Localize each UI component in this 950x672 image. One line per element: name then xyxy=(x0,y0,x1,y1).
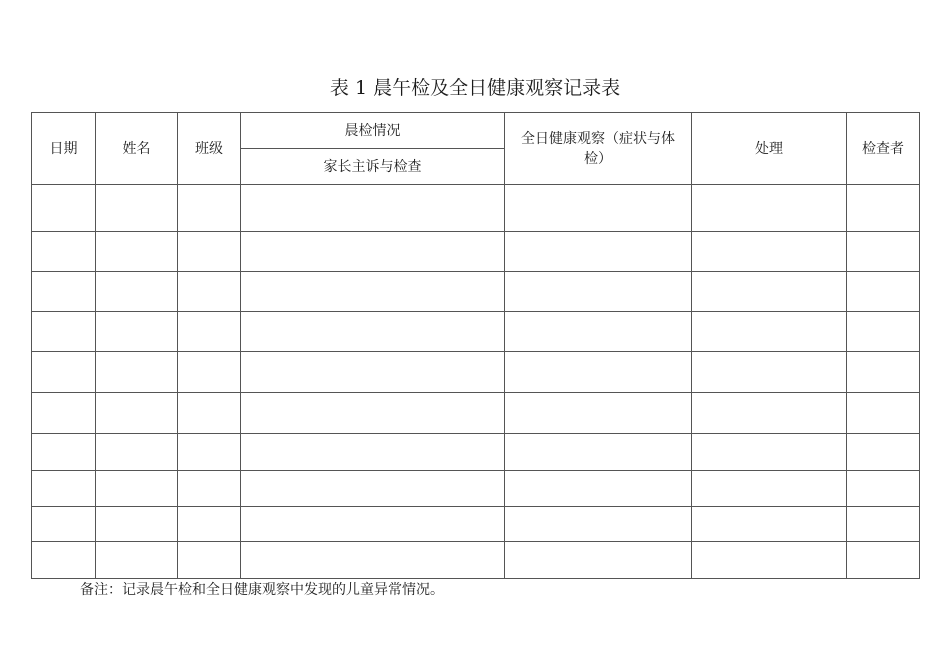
cell-handling[interactable] xyxy=(692,312,847,352)
cell-date[interactable] xyxy=(32,272,96,312)
cell-class[interactable] xyxy=(178,185,241,232)
cell-name[interactable] xyxy=(96,542,178,579)
cell-handling[interactable] xyxy=(692,232,847,272)
table-row xyxy=(32,185,920,232)
cell-all-day-observation[interactable] xyxy=(505,542,692,579)
cell-handling[interactable] xyxy=(692,542,847,579)
cell-inspector[interactable] xyxy=(847,393,920,434)
cell-parent-complaint[interactable] xyxy=(241,272,505,312)
cell-all-day-observation[interactable] xyxy=(505,393,692,434)
cell-inspector[interactable] xyxy=(847,352,920,393)
table-row xyxy=(32,434,920,471)
table-row xyxy=(32,352,920,393)
cell-parent-complaint[interactable] xyxy=(241,471,505,507)
cell-date[interactable] xyxy=(32,434,96,471)
cell-parent-complaint[interactable] xyxy=(241,232,505,272)
cell-class[interactable] xyxy=(178,232,241,272)
cell-handling[interactable] xyxy=(692,393,847,434)
cell-name[interactable] xyxy=(96,185,178,232)
table-row xyxy=(32,232,920,272)
header-inspector: 检查者 xyxy=(847,113,920,185)
cell-date[interactable] xyxy=(32,352,96,393)
document-title: 表 1 晨午检及全日健康观察记录表 xyxy=(329,77,621,99)
header-name: 姓名 xyxy=(96,113,178,185)
cell-class[interactable] xyxy=(178,434,241,471)
cell-class[interactable] xyxy=(178,393,241,434)
cell-handling[interactable] xyxy=(692,272,847,312)
cell-inspector[interactable] xyxy=(847,471,920,507)
cell-all-day-observation[interactable] xyxy=(505,185,692,232)
table-row xyxy=(32,312,920,352)
health-record-table xyxy=(31,112,920,579)
cell-handling[interactable] xyxy=(692,352,847,393)
cell-handling[interactable] xyxy=(692,185,847,232)
cell-parent-complaint[interactable] xyxy=(241,185,505,232)
cell-handling[interactable] xyxy=(692,507,847,542)
cell-date[interactable] xyxy=(32,232,96,272)
cell-inspector[interactable] xyxy=(847,434,920,471)
cell-all-day-observation[interactable] xyxy=(505,352,692,393)
table-row xyxy=(32,507,920,542)
cell-name[interactable] xyxy=(96,393,178,434)
header-class: 班级 xyxy=(178,113,241,185)
header-all-day-observation: 全日健康观察（症状与体检） xyxy=(505,113,692,185)
cell-inspector[interactable] xyxy=(847,542,920,579)
table-row xyxy=(32,471,920,507)
cell-all-day-observation[interactable] xyxy=(505,507,692,542)
header-date: 日期 xyxy=(32,113,96,185)
cell-date[interactable] xyxy=(32,185,96,232)
cell-class[interactable] xyxy=(178,542,241,579)
cell-name[interactable] xyxy=(96,507,178,542)
cell-class[interactable] xyxy=(178,352,241,393)
cell-name[interactable] xyxy=(96,434,178,471)
cell-name[interactable] xyxy=(96,352,178,393)
cell-handling[interactable] xyxy=(692,471,847,507)
record-body xyxy=(32,185,920,579)
cell-date[interactable] xyxy=(32,393,96,434)
table-row xyxy=(32,393,920,434)
cell-class[interactable] xyxy=(178,312,241,352)
cell-all-day-observation[interactable] xyxy=(505,272,692,312)
cell-inspector[interactable] xyxy=(847,232,920,272)
cell-name[interactable] xyxy=(96,232,178,272)
cell-date[interactable] xyxy=(32,312,96,352)
cell-inspector[interactable] xyxy=(847,507,920,542)
cell-inspector[interactable] xyxy=(847,185,920,232)
header-morning-check: 晨检情况 xyxy=(241,113,505,149)
table-row xyxy=(32,272,920,312)
cell-all-day-observation[interactable] xyxy=(505,232,692,272)
cell-parent-complaint[interactable] xyxy=(241,312,505,352)
cell-handling[interactable] xyxy=(692,434,847,471)
cell-class[interactable] xyxy=(178,272,241,312)
cell-date[interactable] xyxy=(32,507,96,542)
cell-name[interactable] xyxy=(96,471,178,507)
cell-class[interactable] xyxy=(178,471,241,507)
header-parent-complaint-and-check: 家长主诉与检查 xyxy=(241,149,505,185)
cell-parent-complaint[interactable] xyxy=(241,393,505,434)
table-row xyxy=(32,542,920,579)
cell-all-day-observation[interactable] xyxy=(505,312,692,352)
cell-all-day-observation[interactable] xyxy=(505,434,692,471)
cell-class[interactable] xyxy=(178,507,241,542)
cell-parent-complaint[interactable] xyxy=(241,542,505,579)
cell-inspector[interactable] xyxy=(847,312,920,352)
cell-parent-complaint[interactable] xyxy=(241,507,505,542)
cell-inspector[interactable] xyxy=(847,272,920,312)
cell-parent-complaint[interactable] xyxy=(241,434,505,471)
footnote: 备注：记录晨午检和全日健康观察中发现的儿童异常情况。 xyxy=(80,582,444,598)
header-handling: 处理 xyxy=(692,113,847,185)
cell-all-day-observation[interactable] xyxy=(505,471,692,507)
cell-date[interactable] xyxy=(32,471,96,507)
cell-name[interactable] xyxy=(96,312,178,352)
cell-parent-complaint[interactable] xyxy=(241,352,505,393)
cell-date[interactable] xyxy=(32,542,96,579)
cell-name[interactable] xyxy=(96,272,178,312)
